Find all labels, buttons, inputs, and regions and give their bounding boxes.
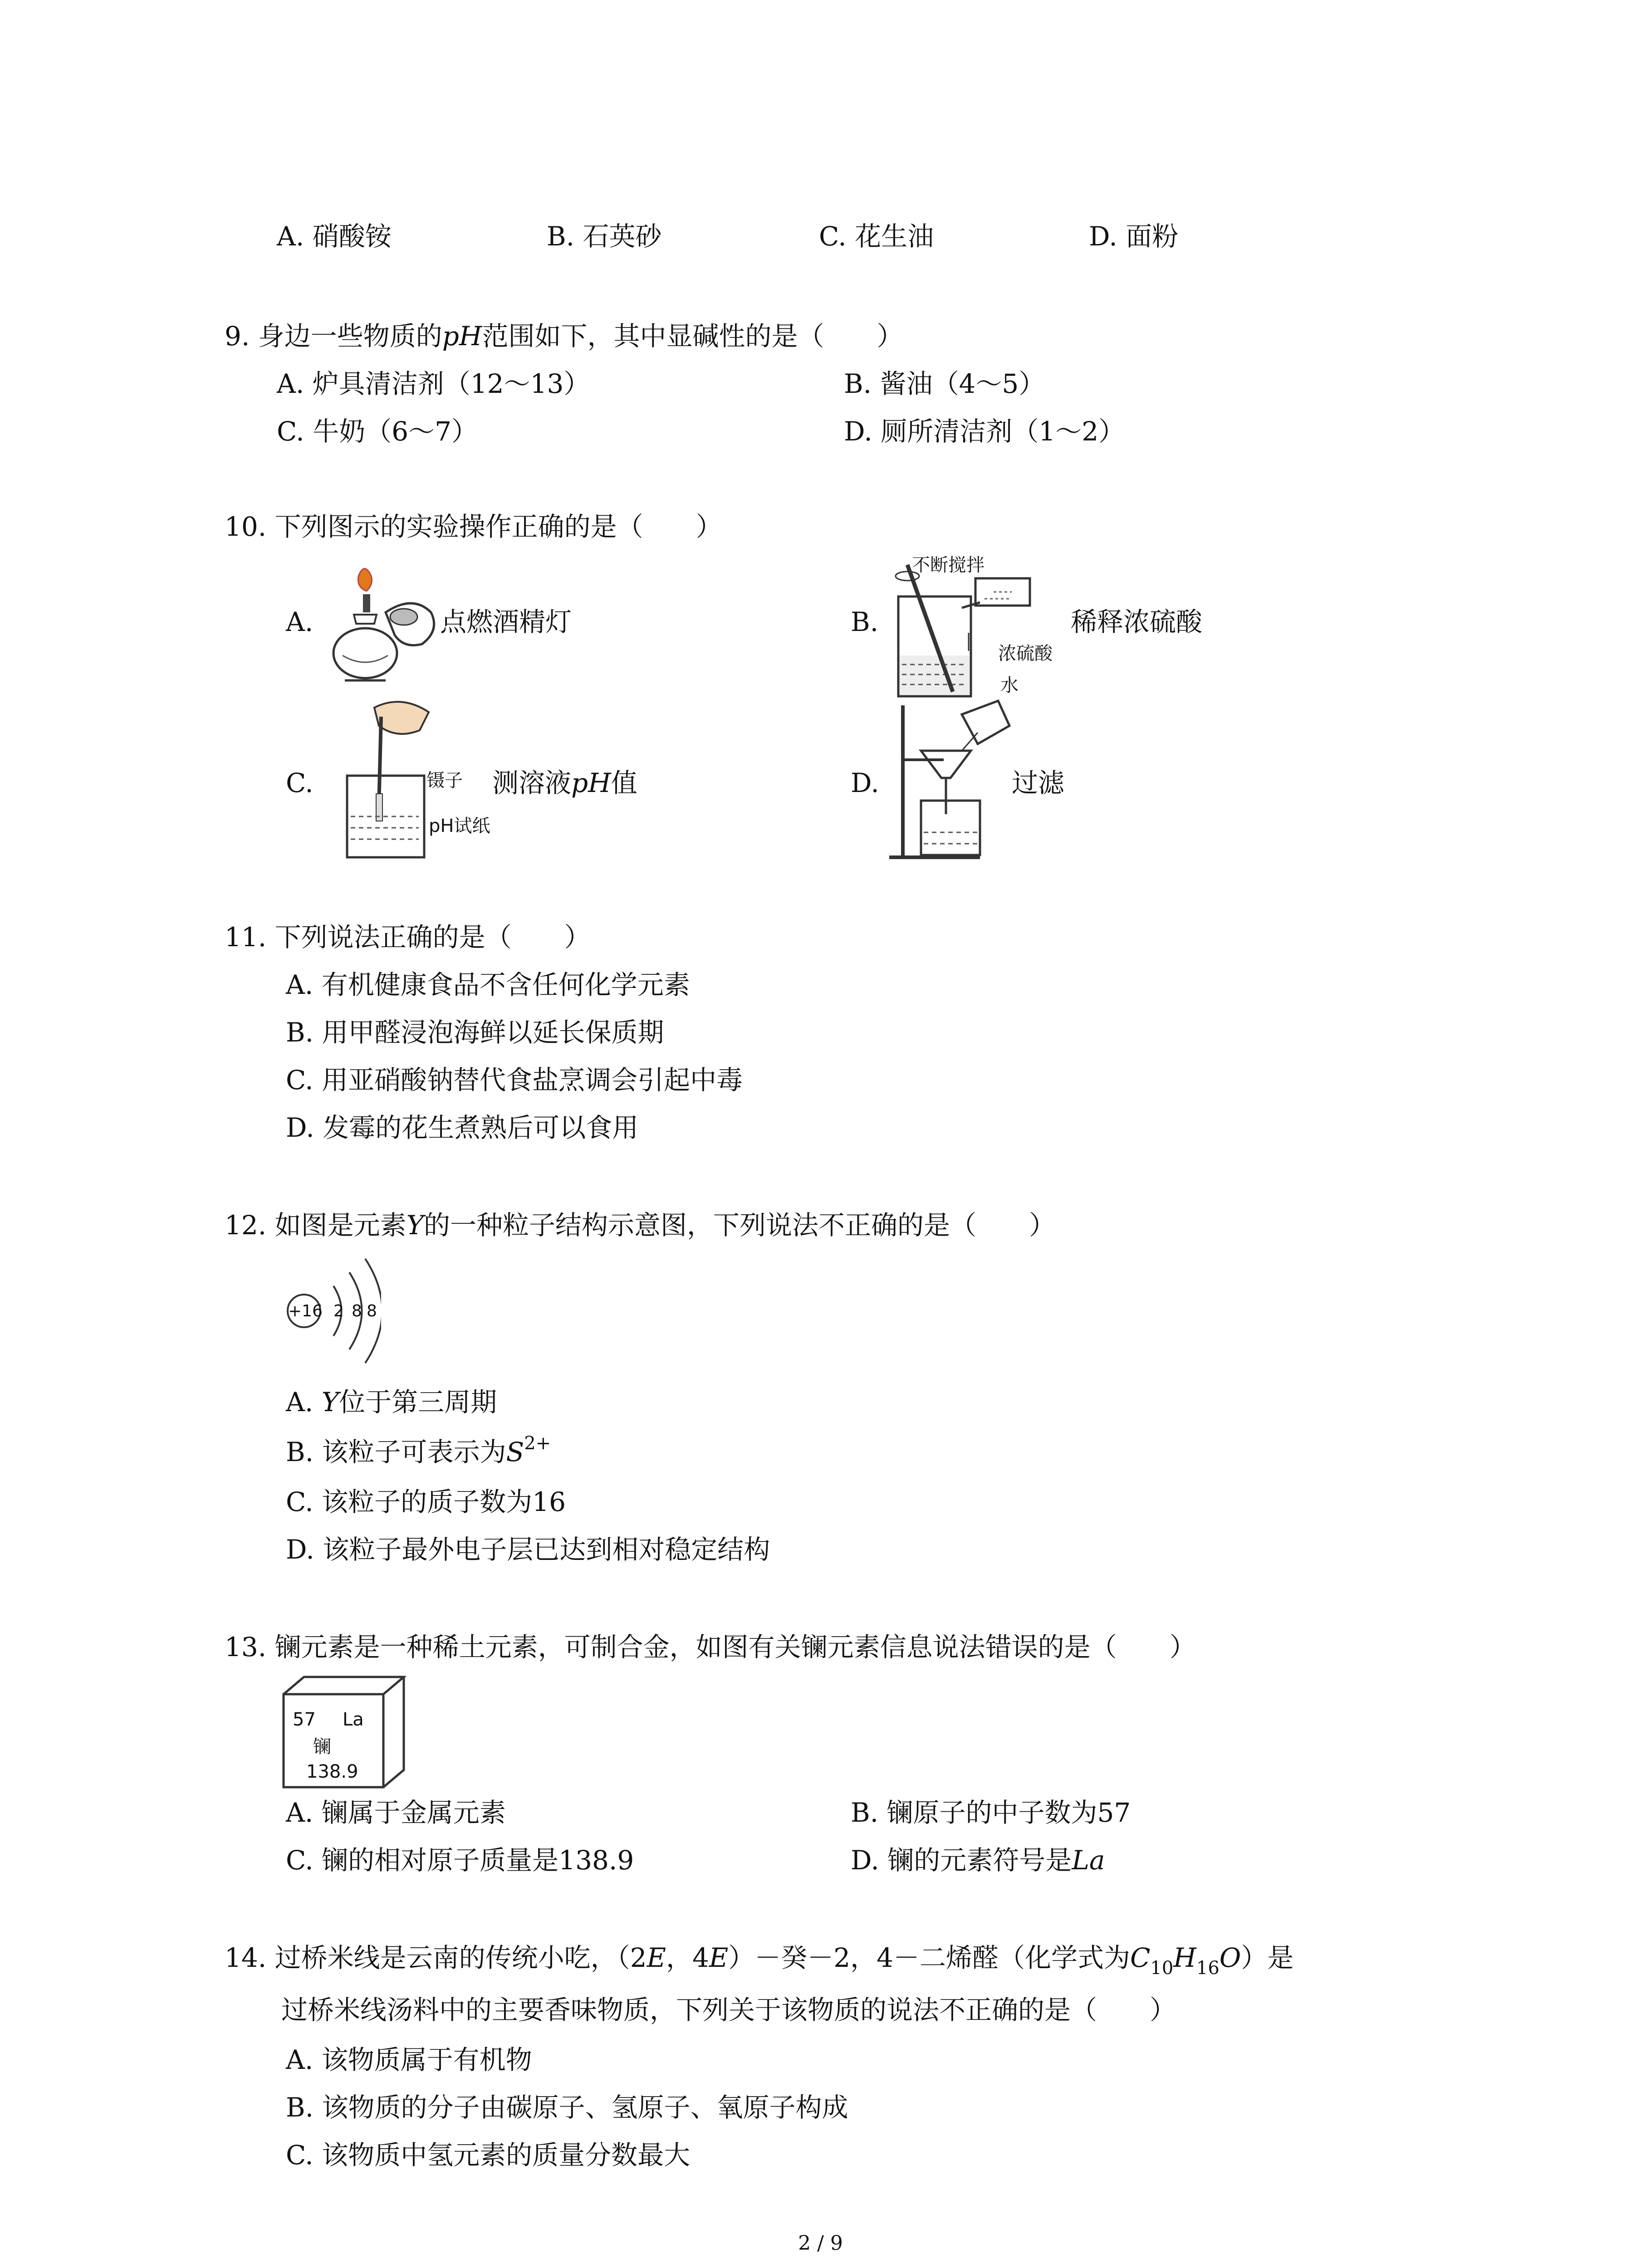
q10-d-caption: 过滤 — [1012, 767, 1065, 798]
q14-stem-line1: 14. 过桥米线是云南的传统小吃，（2E，4E）－癸－2，4－二烯醛（化学式为$C_{10}H_{16}O$）是 — [225, 1942, 1294, 1979]
q12-option-d: D. 该粒子最外电子层已达到相对稳定结构 — [286, 1534, 770, 1565]
q12-option-b: B. 该粒子可表示为$S^{2+}$ — [286, 1433, 551, 1467]
q12-option-a: A. Y位于第三周期 — [286, 1387, 497, 1418]
particle-nucleus-label: +16 — [288, 1302, 323, 1320]
particle-shell-1: 2 — [333, 1302, 344, 1320]
particle-shell-3: 8 — [367, 1302, 377, 1320]
q11-option-b: B. 用甲醛浸泡海鲜以延长保质期 — [286, 1017, 664, 1048]
q13-option-c: C. 镧的相对原子质量是138.9 — [286, 1845, 634, 1876]
q12-stem: 12. 如图是元素Y的一种粒子结构示意图，下列说法不正确的是（ ） — [225, 1210, 1055, 1241]
q8-option-a: A. 硝酸铵 — [277, 221, 392, 252]
q14-stem-line2: 过桥米线汤料中的主要香味物质，下列关于该物质的说法不正确的是（ ） — [281, 1994, 1176, 2025]
q10-b-letter: B. — [851, 606, 879, 637]
q10-b-label-acid: 浓硫酸 — [998, 643, 1053, 664]
q8-option-b: B. 石英砂 — [547, 221, 662, 252]
q10-c-label-tweezers: 镊子 — [426, 770, 463, 791]
element-symbol: La — [343, 1709, 364, 1730]
q12-option-c: C. 该粒子的质子数为16 — [286, 1486, 566, 1517]
q13-option-d: D. 镧的元素符号是La — [851, 1845, 1105, 1876]
q13-option-b: B. 镧原子的中子数为57 — [851, 1797, 1131, 1828]
q10-b-label-stir: 不断搅拌 — [912, 555, 985, 576]
q10-d-letter: D. — [851, 767, 879, 798]
q10-c-letter: C. — [286, 767, 314, 798]
q14-option-b: B. 该物质的分子由碳原子、氢原子、氧原子构成 — [286, 2092, 848, 2123]
element-atomic-number: 57 — [293, 1709, 316, 1730]
q14-option-c: C. 该物质中氢元素的质量分数最大 — [286, 2140, 691, 2170]
q10-b-caption: 稀释浓硫酸 — [1071, 606, 1203, 637]
particle-shell-2: 8 — [352, 1302, 362, 1320]
q10-c-label-paper: pH试纸 — [429, 816, 490, 836]
q11-stem: 11. 下列说法正确的是（ ） — [225, 922, 591, 953]
alcohol-lamp-figure — [327, 562, 445, 694]
q14-option-a: A. 该物质属于有机物 — [286, 2044, 532, 2075]
q9-option-a: A. 炉具清洁剂（12～13） — [277, 368, 590, 399]
q8-option-d: D. 面粉 — [1089, 221, 1179, 252]
q10-a-caption: 点燃酒精灯 — [440, 606, 572, 637]
q10-a-letter: A. — [286, 606, 314, 637]
q11-option-d: D. 发霉的花生煮熟后可以食用 — [286, 1112, 639, 1143]
q9-option-d: D. 厕所清洁剂（1～2） — [844, 416, 1125, 447]
q9-option-c: C. 牛奶（6～7） — [277, 416, 478, 447]
q10-stem: 10. 下列图示的实验操作正确的是（ ） — [225, 511, 722, 542]
q10-c-caption: 测溶液pH值 — [492, 767, 637, 798]
q8-option-c: C. 花生油 — [819, 221, 934, 252]
element-name: 镧 — [313, 1736, 331, 1757]
page-number: 2 / 9 — [798, 2232, 843, 2255]
element-mass: 138.9 — [306, 1761, 358, 1782]
q9-option-b: B. 酱油（4～5） — [844, 368, 1045, 399]
q10-b-label-water: 水 — [1000, 675, 1019, 696]
q13-stem: 13. 镧元素是一种稀土元素，可制合金，如图有关镧元素信息说法错误的是（ ） — [225, 1632, 1196, 1662]
q11-option-c: C. 用亚硝酸钠替代食盐烹调会引起中毒 — [286, 1065, 743, 1095]
q11-option-a: A. 有机健康食品不含任何化学元素 — [286, 969, 690, 1000]
q9-stem: 9. 身边一些物质的pH范围如下，其中显碱性的是（ ） — [225, 321, 903, 352]
q13-option-a: A. 镧属于金属元素 — [286, 1797, 506, 1828]
